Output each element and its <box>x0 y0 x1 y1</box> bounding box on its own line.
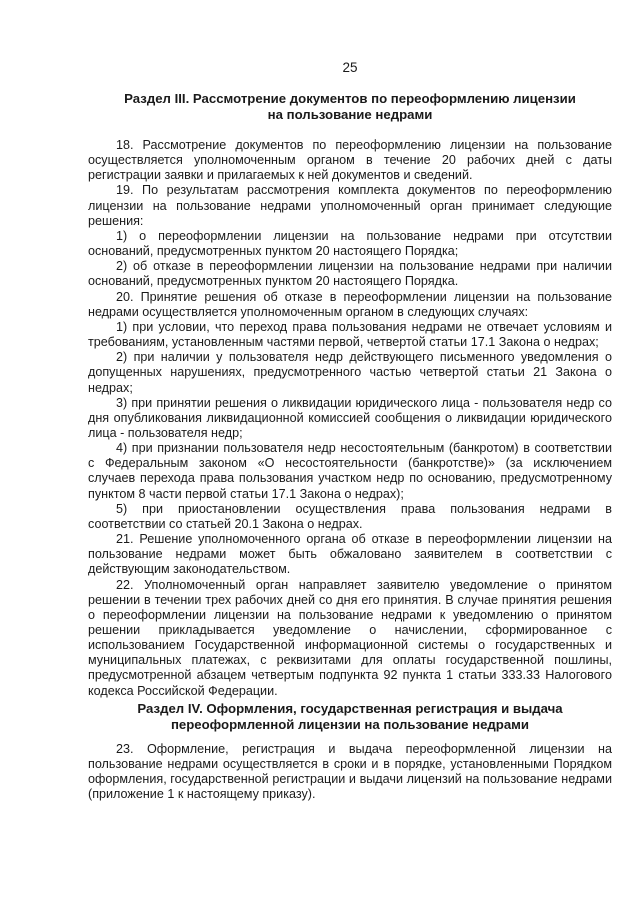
page-number: 25 <box>342 60 358 75</box>
paragraph-18: 18. Рассмотрение документов по переоформлению лицензии на пользование осуществляется уполномоченным органом в течение 20 рабочих дней с даты регистрации заявки и прилагаемых к ней документов и сведений. <box>88 138 612 183</box>
section-3-heading <box>88 91 612 123</box>
paragraph-19-item-2: 2) об отказе в переоформлении лицензии на пользование недрами при наличии оснований, предусмотренных пунктом 20 настоящего Порядка. <box>88 259 612 289</box>
paragraph-23: 23. Оформление, регистрация и выдача переоформленной лицензии на пользование недрами осуществляется в сроки и в порядке, установленными Порядком оформления, государственной регистрации и выдачи лицензий на пользование недрами (приложение 1 к настоящему приказу). <box>88 742 612 802</box>
section-3-body <box>88 138 612 699</box>
paragraph-19: 19. По результатам рассмотрения комплекта документов по переоформлению лицензии на пользование недрами уполномоченный орган принимает следующие решения: <box>88 183 612 228</box>
paragraph-20-item-3: 3) при принятии решения о ликвидации юридического лица - пользователя недр со дня опубликования ликвидационной комиссией сообщения о ликвидации юридического лица - пользователя недр; <box>88 395 612 440</box>
paragraph-22: 22. Уполномоченный орган направляет заявителю уведомление о принятом решении в течении трех рабочих дней со дня его принятия. В случае принятия решения о переоформлении лицензии на пользование недрами к уведомлению о принятом решении прикладывается уведомление о начислении, сформированное с использованием Государственной информационной системы о государственных и муниципальных платежах, с реквизитами для оплаты государственной пошлины, предусмотренной абзацем четвертым подпункта 92 пункта 1 статьи 333.33 Налогового кодекса Российской Федерации. <box>88 577 612 698</box>
paragraph-19-item-1: 1) о переоформлении лицензии на пользование недрами при отсутствии оснований, предусмотренных пунктом 20 настоящего Порядка; <box>88 228 612 259</box>
section-4-heading <box>88 701 612 733</box>
section-4-title-line-2: переоформленной лицензии на пользование недрами <box>170 717 530 732</box>
section-4-body <box>88 742 612 803</box>
paragraph-20-item-2: 2) при наличии у пользователя недр действующего письменного уведомления о допущенных нарушениях, предусмотренного частью четвертой статьи 21 Закона о недрах; <box>88 350 612 395</box>
section-3-title-line-1: Раздел III. Рассмотрение документов по переоформлению лицензии <box>124 91 576 106</box>
paragraph-20-item-4: 4) при признании пользователя недр несостоятельным (банкротом) в соответствии с Федеральным законом «О несостоятельности (банкротстве)» (за исключением случаев перехода права пользования участком недр по основанию, предусмотренному пунктом 8 части первой статьи 17.1 Закона о недрах); <box>88 441 612 501</box>
paragraph-20-item-5: 5) при приостановлении осуществления права пользования недрами в соответствии со статьей 20.1 Закона о недрах. <box>88 501 612 531</box>
paragraph-20: 20. Принятие решения об отказе в переоформлении лицензии на пользование недрами осуществляется уполномоченным органом в следующих случаях: <box>88 289 612 319</box>
section-4-title-line-1: Раздел IV. Оформления, государственная регистрация и выдача <box>137 701 563 716</box>
paragraph-21: 21. Решение уполномоченного органа об отказе в переоформлении лицензии на пользование недрами может быть обжаловано заявителем в соответствии с действующим законодательством. <box>88 532 612 577</box>
section-3-title-line-2: на пользование недрами <box>267 107 433 122</box>
paragraph-20-item-1: 1) при условии, что переход права пользования недрами не отвечает условиям и требованиям, установленным частями первой, четвертой статьи 17.1 Закона о недрах; <box>88 319 612 350</box>
